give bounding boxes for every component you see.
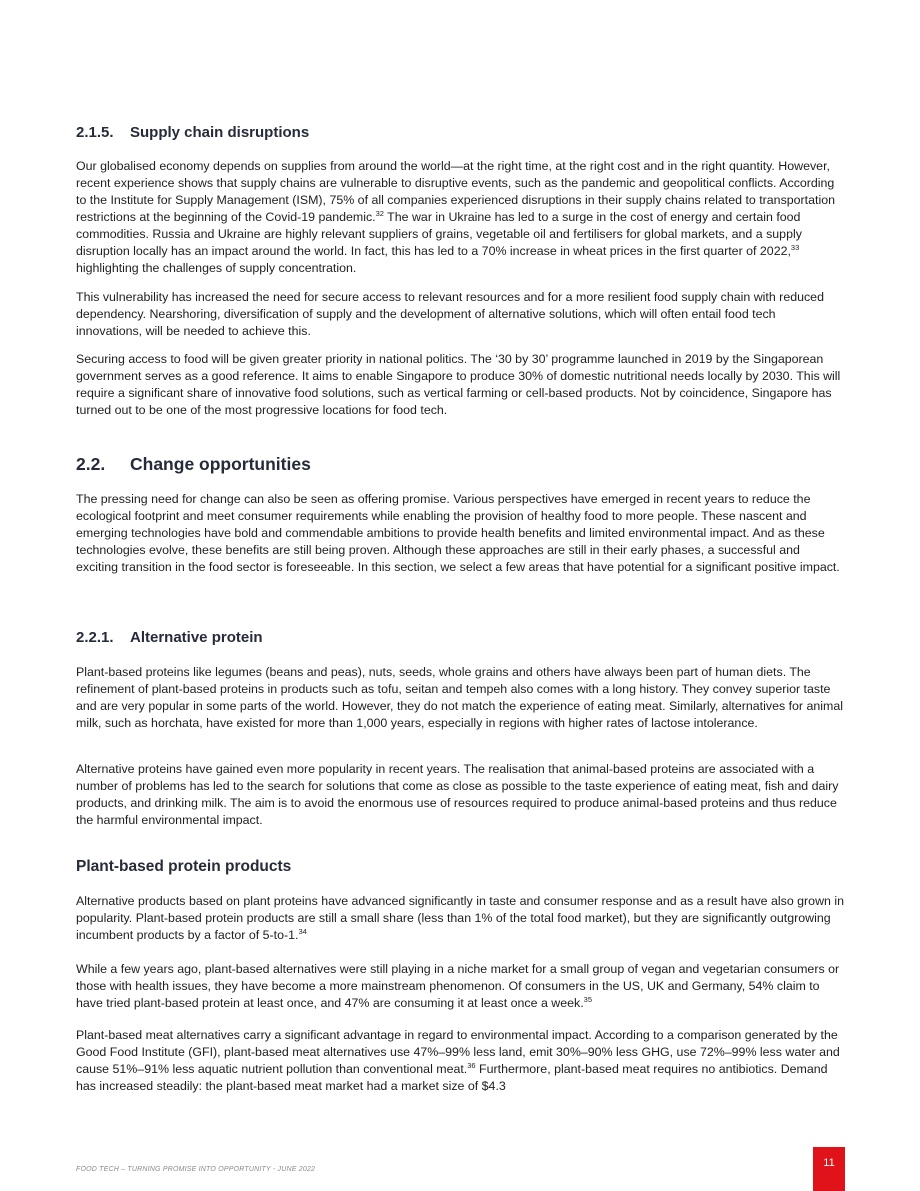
paragraph-change-opportunities: The pressing need for change can also be seen as offering promise. Various perspectives have emerged in recent years to reduce the ecological footprint and meet consumer requirements while enabling the provision of healthy food to more people. These nascent and emerging technologies have bold and commendable ambitions to provide health benefits and limited environmental impact. And as these technologies evolve, these benefits are still being proven. Although these approaches are still in their early phases, a successful and exciting transition in the food sector is foreseeable. In this section, we select a few areas that have potential for a significant positive impact. <box>76 492 840 574</box>
section-heading-2-2 <box>76 454 311 475</box>
footnote-ref[interactable]: 32 <box>375 208 384 218</box>
paragraph-supply-chain-1: Our globalised economy depends on supplies from around the world—at the right time, at the right cost and in the right quantity. However, recent experience shows that supply chains are vulnerable to disruptive events, such as the pandemic and geopolitical conflicts. According to the Institute for Supply Management (ISM), 75% of all companies experienced disruptions in their supply chains related to transportation restrictions at the beginning of the Covid-19 pandemic.$^{32}$ The war in Ukraine has led to a surge in the cost of energy and certain food commodities. Russia and Ukraine are highly relevant suppliers of grains, vegetable oil and fertilisers for global markets, and a supply disruption locally has an impact around the world. In fact, this has led to a 70% increase in wheat prices in the first quarter of 2022,33 highlighting the challenges of supply concentration. <box>76 159 835 275</box>
paragraph-plant-based-3: Plant-based meat alternatives carry a significant advantage in regard to environmental impact. According to a comparison generated by the Good Food Institute (GFI), plant-based meat alternatives use 47%–99% less land, emit 30%–90% less GHG, use 72%–99% less water and cause 51%–91% less aquatic nutrient pollution than conventional meat.$^{36}$ Furthermore, plant-based meat requires no antibiotics. Demand has increased steadily: the plant-based meat market had a market size of $4.3 <box>76 1028 840 1093</box>
footnote-ref[interactable]: 34 <box>298 926 307 936</box>
paragraph-supply-chain-3: Securing access to food will be given greater priority in national politics. The ‘30 by 30’ programme launched in 2019 by the Singaporean government serves as a good reference. It aims to enable Singapore to produce 30% of domestic nutritional needs locally by 2030. This will require a significant share of innovative food solutions, such as vertical farming or cell-based products. Not by coincidence, Singapore has turned out to be one of the most progressive locations for food tech. <box>76 352 841 417</box>
section-heading-2-1-5 <box>76 124 309 141</box>
footnote-ref[interactable]: 35 <box>583 994 592 1004</box>
footnote-ref[interactable]: 33 <box>790 242 800 252</box>
footnote-ref[interactable]: 36 <box>467 1060 476 1070</box>
paragraph-plant-based-2: While a few years ago, plant-based alternatives were still playing in a niche market for a small group of vegan and vegetarian consumers or those with health issues, they have become a more mainstream phenomenon. Of consumers in the US, UK and Germany, 54% claim to have tried plant-based protein at least once, and 47% are consuming it at least once a week.$^{35}$ <box>76 962 840 1010</box>
section-title: Supply chain disruptions <box>130 124 310 141</box>
section-title: Alternative protein <box>130 629 263 646</box>
section-title: Change opportunities <box>130 454 311 474</box>
subsection-heading-plant-based: Plant-based protein products <box>76 858 292 875</box>
section-number: 2.2. <box>76 454 106 474</box>
section-number: 2.2.1. <box>76 629 114 646</box>
paragraph-plant-based-1: Alternative products based on plant proteins have advanced significantly in taste and consumer response and as a result have also grown in popularity. Plant-based protein products are still a small share (less than 1% of the total food market), but they are significantly outgrowing incumbent products by a factor of 5-to-1.34 <box>76 894 844 942</box>
page-footer: FOOD TECH – TURNING PROMISE INTO OPPORTUNITY - JUNE 2022 <box>76 1166 316 1173</box>
paragraph-alt-protein-2: Alternative proteins have gained even more popularity in recent years. The realisation that animal-based proteins are associated with a number of problems has led to the search for solutions that come as close as possible to the taste experience of eating meat, fish and dairy products, and drinking milk. The aim is to avoid the enormous use of resources required to produce animal-based proteins and thus reduce the harmful environmental impact. <box>76 762 839 827</box>
paragraph-alt-protein-1: Plant-based proteins like legumes (beans and peas), nuts, seeds, whole grains and others have always been part of human diets. The refinement of plant-based proteins in products such as tofu, seitan and tempeh also comes with a long history. They convey superior taste and are very popular in some parts of the world. However, they do not match the experience of eating meat. Similarly, alternatives for animal milk, such as horchata, have existed for more than 1,000 years, especially in regions with higher rates of lactose intolerance. <box>76 665 843 730</box>
page-number-badge: 11 <box>813 1147 845 1191</box>
paragraph-supply-chain-2: This vulnerability has increased the need for secure access to relevant resources and for a more resilient food supply chain with reduced dependency. Nearshoring, diversification of supply and the development of alternative solutions, which will often entail food tech innovations, will be needed to achieve this. <box>76 290 824 338</box>
section-heading-2-2-1 <box>76 629 263 646</box>
section-number: 2.1.5. <box>76 124 114 141</box>
